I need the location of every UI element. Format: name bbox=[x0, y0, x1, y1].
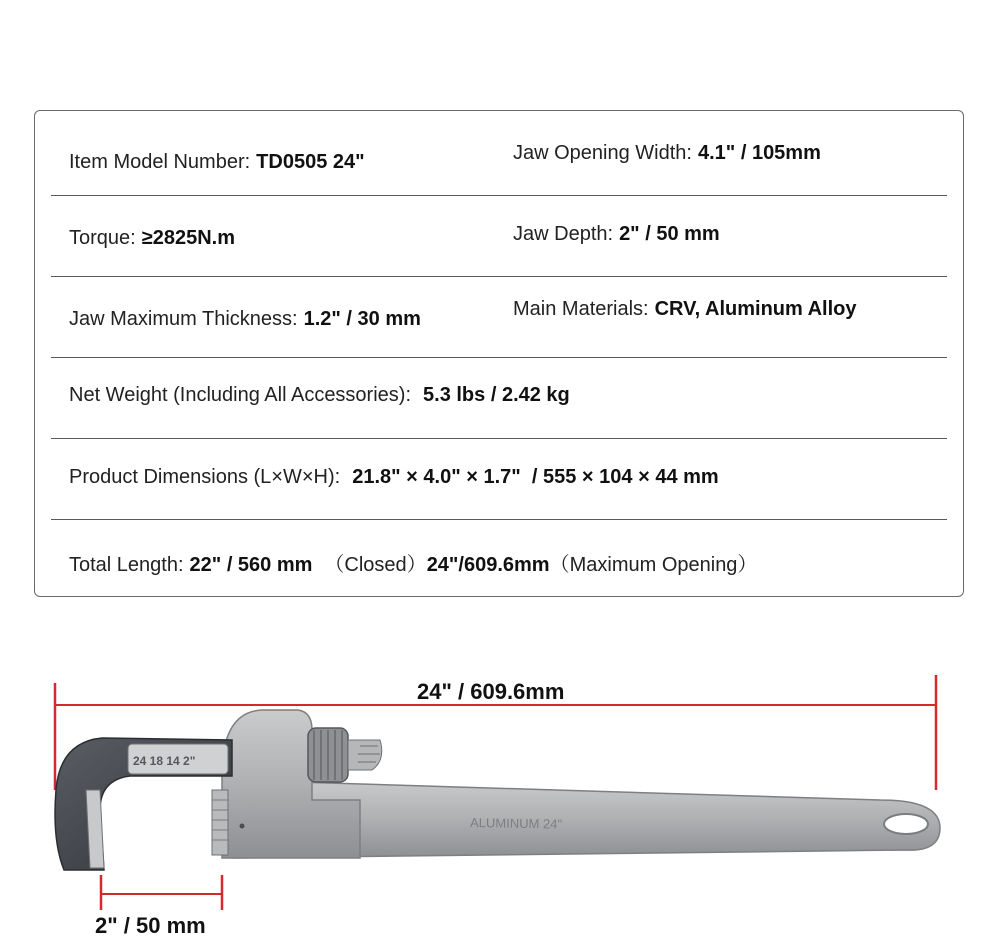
jaw-measure-line bbox=[101, 875, 222, 910]
jaw-thickness-label: Jaw Maximum Thickness: bbox=[69, 308, 298, 330]
row-divider bbox=[51, 357, 947, 358]
spec-jaw-opening bbox=[513, 142, 821, 165]
torque-value: ≥2825N.m bbox=[141, 227, 235, 249]
row-divider bbox=[51, 276, 947, 277]
jaw-depth-label: Jaw Depth: bbox=[513, 223, 614, 245]
net-weight-value: 5.3 lbs / 2.42 kg bbox=[423, 384, 570, 406]
total-length-label: Total Length: bbox=[69, 554, 184, 576]
spec-materials bbox=[513, 298, 857, 321]
dimensions-value: 21.8" × 4.0" × 1.7" / 555 × 104 × 44 mm bbox=[352, 466, 719, 488]
materials-value: CRV, Aluminum Alloy bbox=[654, 298, 857, 320]
total-length-closed-note: （Closed） bbox=[324, 554, 427, 576]
spec-jaw-thickness bbox=[69, 308, 421, 331]
total-length-closed-value: 22" / 560 mm bbox=[189, 554, 313, 576]
row-divider bbox=[51, 519, 947, 520]
spec-jaw-depth bbox=[513, 223, 720, 246]
item-model-label: Item Model Number: bbox=[69, 151, 251, 173]
item-model-value: TD0505 24" bbox=[256, 151, 365, 173]
handle-engraving: ALUMINUM 24" bbox=[469, 815, 563, 832]
dimensions-label: Product Dimensions (L×W×H): bbox=[69, 466, 341, 488]
spec-item-model bbox=[69, 151, 365, 174]
total-length-open-note: （Maximum Opening） bbox=[549, 554, 758, 576]
spec-total-length bbox=[69, 548, 757, 577]
row-divider bbox=[51, 195, 947, 196]
jaw-opening-value: 4.1" / 105mm bbox=[697, 142, 821, 164]
spec-dimensions bbox=[69, 466, 719, 489]
net-weight-label: Net Weight (Including All Accessories): bbox=[69, 384, 412, 406]
jaw-dimension-label: 2" / 50 mm bbox=[95, 913, 206, 938]
jaw-depth-value: 2" / 50 mm bbox=[619, 223, 720, 245]
spec-net-weight bbox=[69, 384, 570, 407]
row-divider bbox=[51, 438, 947, 439]
spec-torque bbox=[69, 227, 235, 250]
jaw-thickness-value: 1.2" / 30 mm bbox=[303, 308, 421, 330]
torque-label: Torque: bbox=[69, 227, 136, 249]
pipe-wrench-illustration bbox=[0, 660, 1000, 940]
hang-hole bbox=[884, 814, 928, 834]
spec-table bbox=[34, 110, 964, 597]
length-dimension-label: 24" / 609.6mm bbox=[417, 679, 565, 704]
threaded-shank bbox=[348, 740, 382, 770]
jaw-opening-label: Jaw Opening Width: bbox=[513, 142, 692, 164]
materials-label: Main Materials: bbox=[513, 298, 649, 320]
jaw-scale-marks: 24 18 14 2" bbox=[133, 754, 196, 768]
total-length-open-value: 24"/609.6mm bbox=[426, 554, 550, 576]
